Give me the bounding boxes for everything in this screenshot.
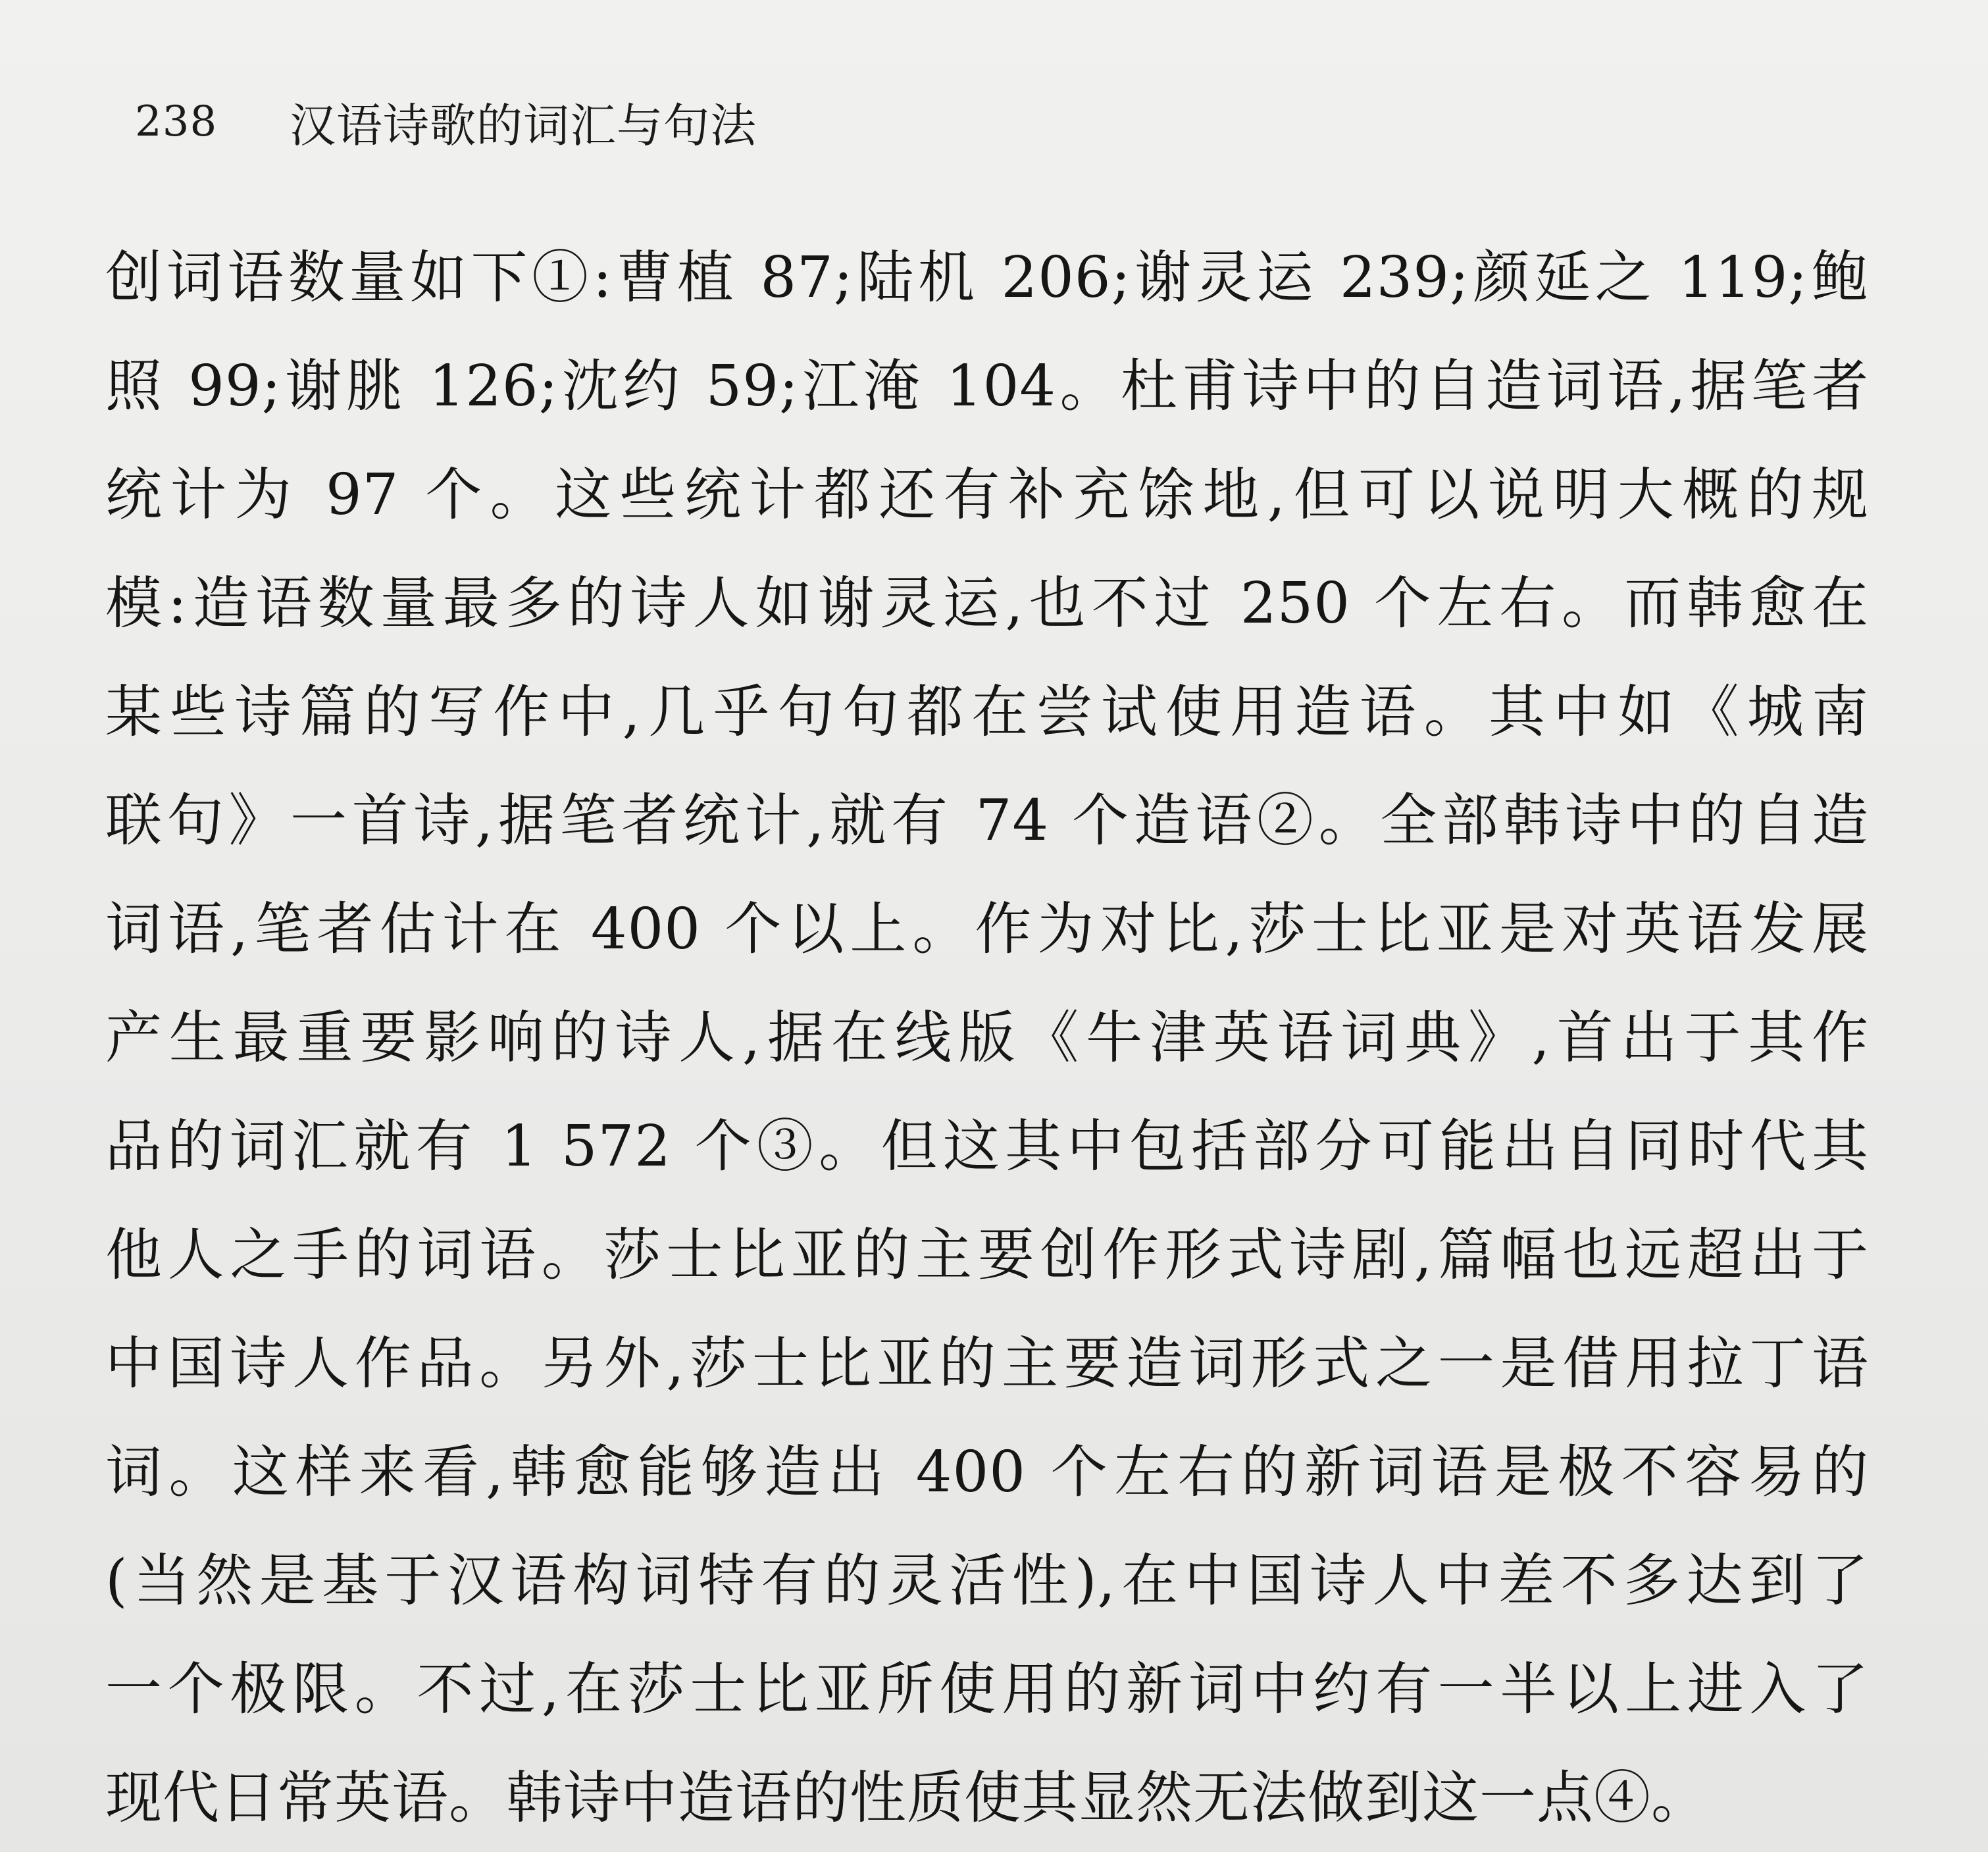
text-line: 创词语数量如下①:曹植 87;陆机 206;谢灵运 239;颜延之 119;鲍: [105, 245, 1869, 311]
running-title: 汉语诗歌的词汇与句法: [290, 98, 757, 153]
text-line: 现代日常英语。韩诗中造语的性质使其显然无法做到这一点④。: [105, 1765, 1708, 1831]
text-line: 他人之手的词语。莎士比亚的主要创作形式诗剧,篇幅也远超出于: [105, 1222, 1869, 1288]
text-line: 一个极限。不过,在莎士比亚所使用的新词中约有一半以上进入了: [105, 1657, 1869, 1722]
text-line: 品的词汇就有 1 572 个③。但这其中包括部分可能出自同时代其: [105, 1114, 1869, 1179]
page-number: 238: [135, 97, 218, 146]
text-line: (当然是基于汉语构词特有的灵活性),在中国诗人中差不多达到了: [105, 1548, 1869, 1614]
text-line: 词语,笔者估计在 400 个以上。作为对比,莎士比亚是对英语发展: [105, 896, 1869, 962]
page-header: [135, 86, 757, 158]
text-line: 模:造语数量最多的诗人如谢灵运,也不过 250 个左右。而韩愈在: [105, 571, 1869, 636]
text-line: 某些诗篇的写作中,几乎句句都在尝试使用造语。其中如《城南: [105, 679, 1869, 745]
text-line: 照 99;谢朓 126;沈约 59;江淹 104。杜甫诗中的自造词语,据笔者: [105, 353, 1869, 419]
body-text: [105, 224, 1869, 1852]
text-line: 中国诗人作品。另外,莎士比亚的主要造词形式之一是借用拉丁语: [105, 1331, 1869, 1397]
text-line: 统计为 97 个。这些统计都还有补充馀地,但可以说明大概的规: [105, 462, 1869, 528]
text-line: 词。这样来看,韩愈能够造出 400 个左右的新词语是极不容易的: [105, 1439, 1869, 1505]
text-line: 联句》一首诗,据笔者统计,就有 74 个造语②。全部韩诗中的自造: [105, 788, 1869, 854]
text-line: 产生最重要影响的诗人,据在线版《牛津英语词典》,首出于其作: [105, 1005, 1869, 1071]
